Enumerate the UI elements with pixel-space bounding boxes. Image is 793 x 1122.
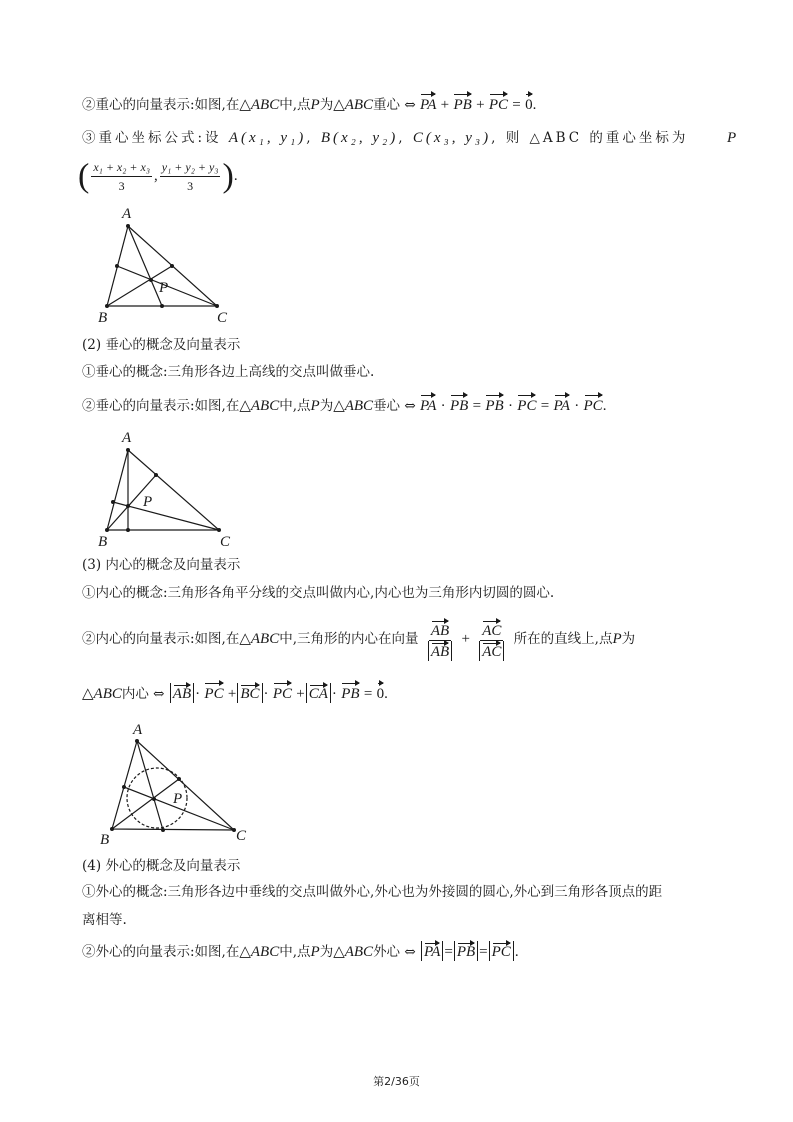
vector-bc: BC [240,683,259,703]
zero-vector: 0 [377,681,385,704]
vertex-a-dot [126,448,130,452]
circumcenter-heading: (4) 外心的概念及向量表示 [82,858,241,874]
operator: · [195,686,201,702]
operator: = [512,97,521,113]
bisector-a [137,741,163,830]
vector-ac: AC [482,641,501,661]
foot-dot [126,528,130,532]
foot-dot [177,777,181,781]
midpoint-dot [170,264,174,268]
vector-pb: PB [341,681,359,704]
vector-pc: PC [517,393,536,416]
vector-ab: AB [431,641,449,661]
vector-pc: PC [492,941,511,961]
vector-pb: PB [450,393,468,416]
circumcenter-concept-line-2: 离相等. [82,912,127,928]
text: . [233,168,238,184]
operator: + [440,97,450,113]
operator: = [444,944,453,960]
vector-pa: PA [554,393,570,416]
vector-pa: PA [424,941,440,961]
math-point-a: A(x₁, y₁) [228,130,307,146]
math-triangle: △ABC [333,398,374,414]
label-p: P [159,280,169,296]
math-point: P [612,631,622,647]
math-point: P [310,398,320,414]
vector-ac: AC [482,619,501,640]
incenter-vector-line [82,617,635,661]
math-triangle: △ABC [239,944,280,960]
operator: = [479,944,488,960]
operator: + [296,686,305,702]
math-triangle: △ABC [239,631,280,647]
text: 中,点 [279,398,311,414]
midpoint-dot [160,304,164,308]
vector-pa: PA [420,393,436,416]
text: 内心 ⇔ [121,686,165,702]
unit-vector-ac [476,619,507,661]
operator: = [472,398,482,414]
vector-ab: AB [173,683,191,703]
text: 中,点 [279,944,311,960]
vector-pc: PC [489,92,508,115]
label-a: A [122,206,132,222]
centroid-formula [78,156,238,196]
centroid-dot [149,278,153,282]
left-paren: ( [78,157,90,195]
vector-ab: AB [431,619,449,640]
text: . [514,944,519,960]
text: ②外心的向量表示:如图,在 [82,944,240,960]
operator: + [227,686,237,702]
vector-pa: PA [420,92,436,115]
triangle-abc [107,450,219,530]
math-triangle: △ABC [239,97,280,113]
orthocenter-vector-line [82,393,606,416]
math-triangle: △ABC [333,944,374,960]
math-point: P [310,944,320,960]
label-b: B [98,534,108,550]
vertex-c-dot [217,528,221,532]
vertex-b-dot [105,528,109,532]
foot-dot [122,785,126,789]
text: ③重心坐标公式:设 [82,130,222,146]
vector-pb: PB [485,393,503,416]
text: 所在的直线上,点 [513,631,613,647]
right-paren: ) [222,157,234,195]
text: ②内心的向量表示:如图,在 [82,631,240,647]
label-p: P [173,791,183,807]
vertex-b-dot [105,304,109,308]
text: ②垂心的向量表示:如图,在 [82,398,240,414]
label-c: C [220,534,231,550]
comma: , [154,168,158,184]
vector-pb: PB [457,941,475,961]
operator: = [363,686,373,702]
circumcenter-vector-line [82,941,519,962]
operator: + [476,97,485,113]
operator: · [507,398,513,414]
incenter-dot [152,797,156,801]
page-number: 第2/36页 [373,1075,420,1088]
text: 中,三角形的内心在向量 [279,631,419,647]
fraction-y [160,158,221,195]
text: 为 [621,631,636,647]
label-p: P [143,494,153,510]
label-b: B [98,310,108,326]
numerator: y₁ + y₂ + y₃ [160,158,221,177]
unit-vector-ab [425,619,455,661]
zero-vector: 0 [525,92,533,115]
incenter-heading: (3) 内心的概念及向量表示 [82,557,241,573]
text: 外心 ⇔ [373,944,416,960]
operator: · [331,686,337,702]
text: 为 [319,97,334,113]
text: 垂心 ⇔ [373,398,416,414]
vector-pc: PC [584,393,603,416]
operator: + [461,631,470,647]
numerator: x₁ + x₂ + x₃ [91,158,152,177]
foot-dot [111,500,115,504]
incenter-figure [95,718,265,850]
centroid-p-label [727,128,736,148]
text: 为 [319,398,334,414]
text: . [532,97,537,113]
text: 为 [319,944,334,960]
centroid-vector-line [82,92,536,115]
text: . [384,686,388,702]
text: 中,点 [279,97,311,113]
math-triangle: △ABC [239,398,280,414]
orthocenter-heading: (2) 垂心的概念及向量表示 [82,337,241,353]
label-c: C [236,828,247,844]
text: 重心 ⇔ [373,97,416,113]
orthocenter-dot [126,504,130,508]
math-point: P [310,97,320,113]
incenter-concept: ①内心的概念:三角形各角平分线的交点叫做内心,内心也为三角形内切圆的圆心. [82,585,555,601]
vertex-a-dot [135,739,139,743]
text: . [602,398,607,414]
orthocenter-concept: ①垂心的概念:三角形各边上高线的交点叫做垂心. [82,364,375,380]
fraction-x [91,158,152,195]
denominator: 3 [118,179,125,193]
centroid-figure [95,202,255,330]
math-triangle: △ABC [82,686,122,702]
foot-dot [154,473,158,477]
vertex-a-dot [126,224,130,228]
incenter-vector-line-2 [82,681,388,704]
vector-pb: PB [453,92,471,115]
label-a: A [133,722,143,738]
operator: · [440,398,446,414]
midpoint-dot [115,264,119,268]
math-triangle: △ABC [333,97,374,113]
label-b: B [100,832,110,848]
operator: · [574,398,580,414]
vertex-c-dot [215,304,219,308]
operator: · [263,686,269,702]
math-point-c: C(x₃, y₃) [412,130,492,146]
vector-pc: PC [204,681,223,704]
vector-ca: CA [309,683,328,703]
vector-pc: PC [273,681,292,704]
circumcenter-concept-line-1: ①外心的概念:三角形各边中垂线的交点叫做外心,外心也为外接圆的圆心,外心到三角形各顶点的距 [82,884,663,900]
orthocenter-figure [95,426,255,550]
label-c: C [217,310,228,326]
operator: = [540,398,550,414]
median-a [128,226,162,306]
math-point: P [727,130,737,146]
math-point-b: B(x₂, y₂) [320,130,399,146]
centroid-coord-line: ③重心坐标公式:设 A(x₁, y₁), B(x₂, y₂), C(x₃, y₃), 则 △ABC 的重心坐标为 [82,130,689,146]
vertex-b-dot [110,827,114,831]
text: ②重心的向量表示:如图,在 [82,97,240,113]
label-a: A [122,430,132,446]
foot-dot [161,828,165,832]
denominator: 3 [187,179,194,193]
text: 则 △ABC 的重心坐标为 [505,130,689,146]
